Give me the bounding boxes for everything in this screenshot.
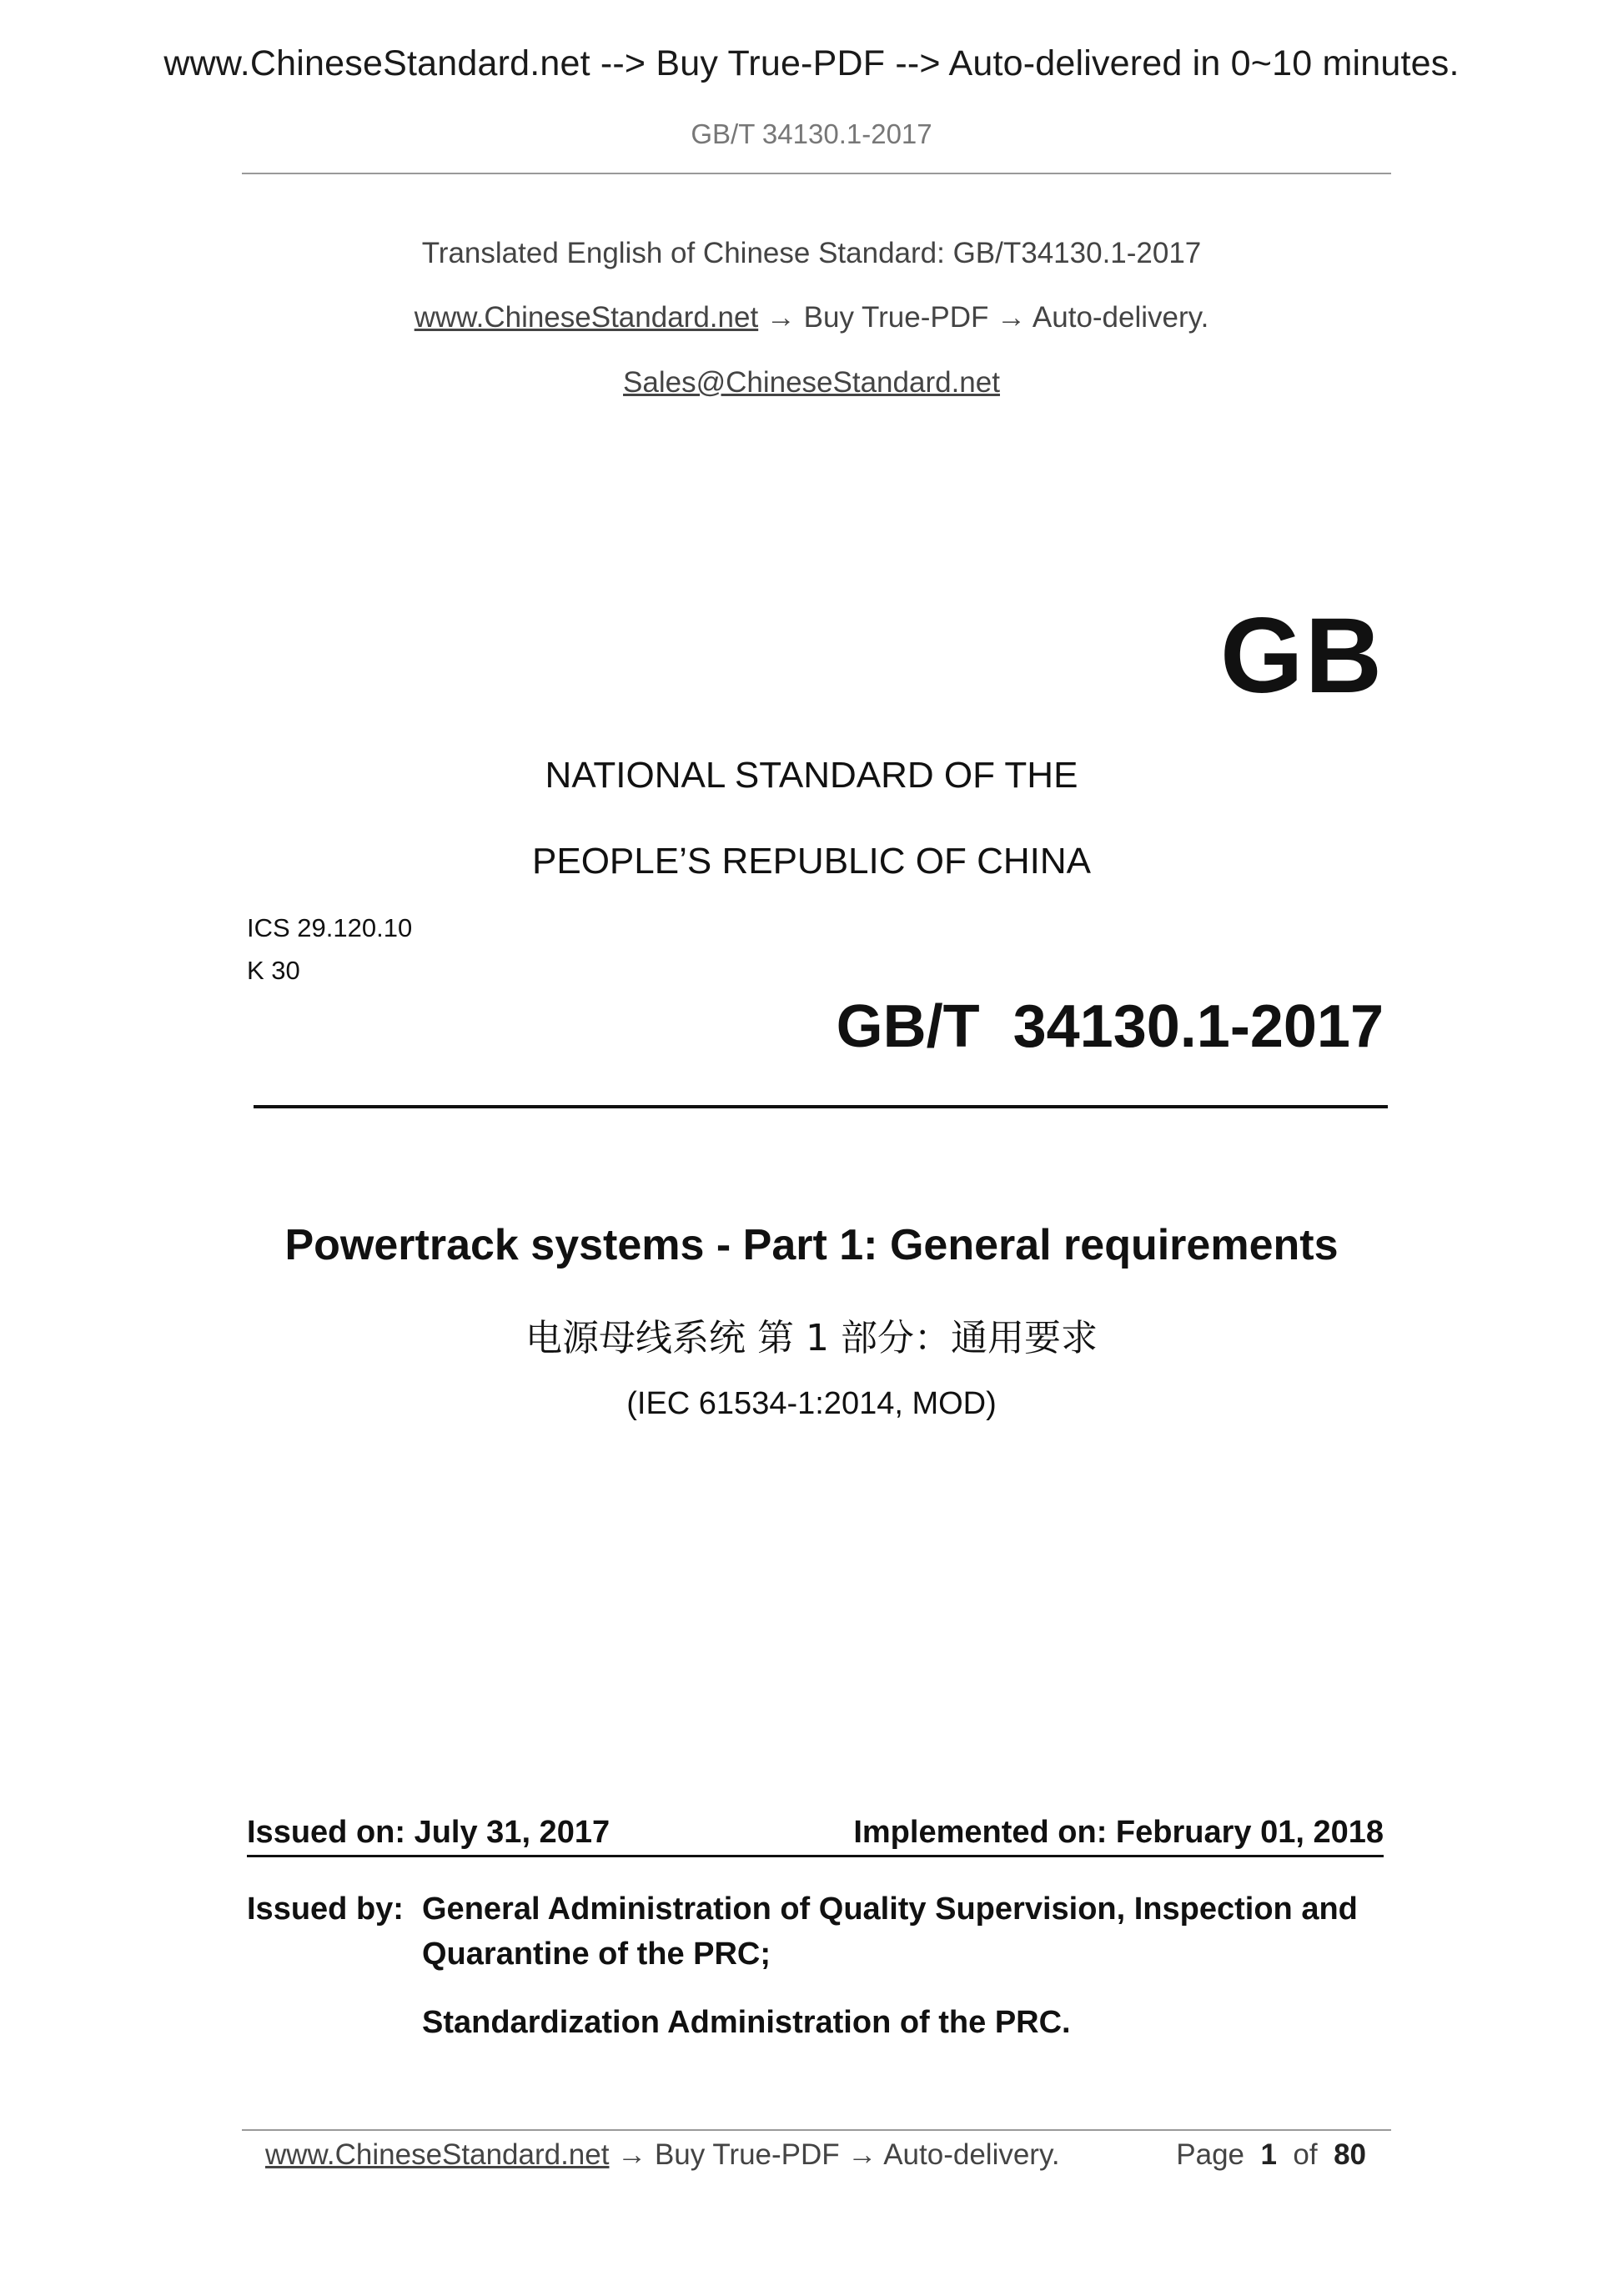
issuer-line-1a: General Administration of Quality Supervision, Inspection and bbox=[422, 1892, 1358, 1927]
issuer-line-2: Standardization Administration of the PRC. bbox=[422, 2005, 1071, 2040]
arrow-right-icon: → bbox=[766, 301, 796, 334]
issued-by-label: Issued by: bbox=[247, 1892, 404, 1927]
page-total: 80 bbox=[1334, 2138, 1366, 2171]
national-standard-line-2: PEOPLE’S REPUBLIC OF CHINA bbox=[532, 841, 1091, 882]
auto-delivery-text: Auto-delivery. bbox=[1032, 301, 1209, 334]
issuer-line-1b: Quarantine of the PRC; bbox=[422, 1937, 771, 1972]
arrow-right-icon: → bbox=[997, 301, 1027, 334]
arrow-right-icon: → bbox=[847, 2138, 877, 2171]
standard-number-rule bbox=[254, 1105, 1388, 1108]
national-standard-line-1: NATIONAL STANDARD OF THE bbox=[545, 755, 1078, 796]
ccs-code: K 30 bbox=[247, 956, 300, 985]
buy-true-pdf-text: Buy True-PDF bbox=[803, 301, 989, 334]
footer-buy-text: Buy True-PDF bbox=[654, 2138, 840, 2171]
header-standard-code: GB/T 34130.1-2017 bbox=[691, 118, 932, 149]
site-link[interactable]: www.ChineseStandard.net bbox=[414, 301, 759, 334]
adoption-reference: (IEC 61534-1:2014, MOD) bbox=[626, 1386, 997, 1421]
header-divider bbox=[242, 173, 1391, 174]
header-banner: www.ChineseStandard.net --> Buy True-PDF --> Auto-delivered in 0~10 minutes. bbox=[163, 43, 1460, 83]
page-current: 1 bbox=[1260, 2138, 1277, 2171]
arrow-right-icon: → bbox=[617, 2138, 647, 2171]
title-chinese: 电源母线系统 第 1 部分：通用要求 bbox=[525, 1317, 1098, 1359]
standard-number: GB/T 34130.1-2017 bbox=[836, 993, 1384, 1060]
translation-title: Translated English of Chinese Standard: GB/T34130.1-2017 bbox=[421, 237, 1202, 269]
dates-rule bbox=[247, 1855, 1384, 1857]
footer-link-line bbox=[265, 2138, 1060, 2172]
implemented-on-date: Implemented on: February 01, 2018 bbox=[853, 1815, 1384, 1850]
title-english: Powertrack systems - Part 1: General requirements bbox=[284, 1221, 1339, 1269]
issued-on-date: Issued on: July 31, 2017 bbox=[247, 1815, 611, 1850]
page-of-label: of bbox=[1293, 2138, 1318, 2171]
gb-mark: GB bbox=[1220, 596, 1384, 716]
ics-code: ICS 29.120.10 bbox=[247, 913, 413, 942]
sales-email-link[interactable]: Sales@ChineseStandard.net bbox=[623, 366, 1000, 399]
footer-site-link[interactable]: www.ChineseStandard.net bbox=[265, 2138, 610, 2171]
translation-link-line bbox=[0, 301, 1623, 334]
footer-divider bbox=[242, 2129, 1391, 2131]
footer-delivery-text: Auto-delivery. bbox=[883, 2138, 1060, 2171]
page-indicator bbox=[1176, 2138, 1366, 2172]
page-label: Page bbox=[1176, 2138, 1245, 2171]
